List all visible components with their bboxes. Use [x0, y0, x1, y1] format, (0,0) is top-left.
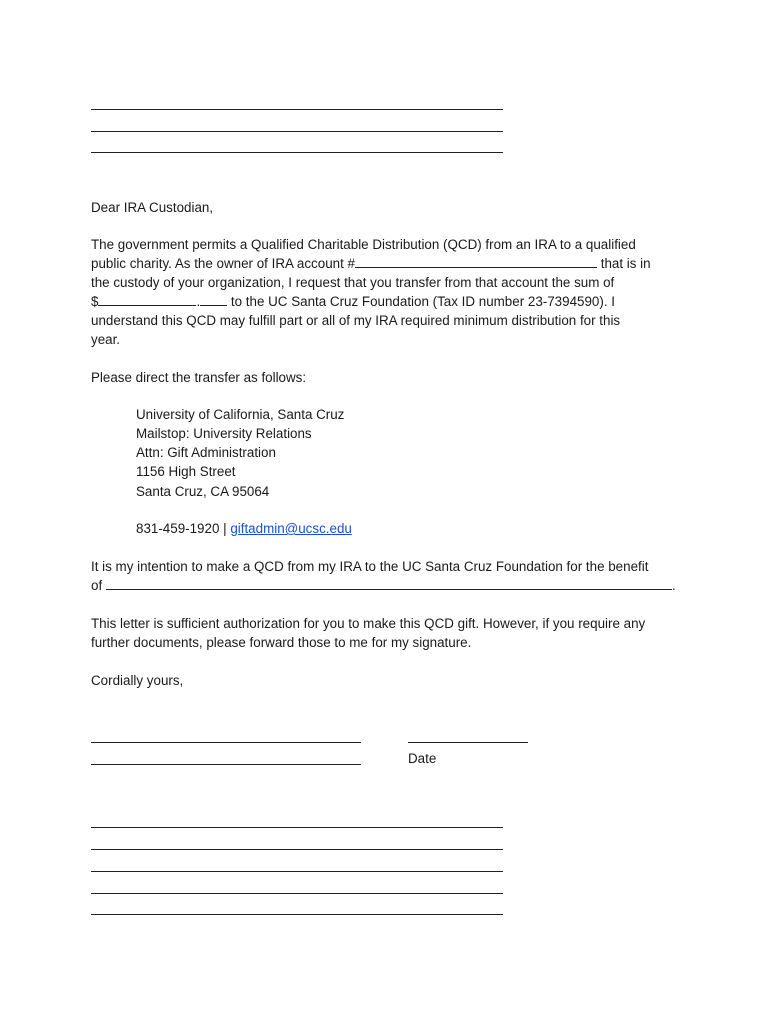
para1-line2	[91, 254, 651, 273]
signature-line-1[interactable]	[91, 742, 361, 743]
dollar-sign: $	[91, 294, 99, 309]
para1-line5: understand this QCD may fulfill part or all of my IRA required minimum distribution for this	[91, 313, 621, 328]
salutation: Dear IRA Custodian,	[91, 200, 214, 215]
date-label: Date	[408, 751, 437, 766]
address-line-2: Mailstop: University Relations	[136, 426, 312, 441]
email-link[interactable]: giftadmin@ucsc.edu	[230, 521, 352, 536]
address-line-3: Attn: Gift Administration	[136, 445, 276, 460]
benefit-of-field[interactable]	[106, 576, 672, 590]
para1-line6: year.	[91, 332, 121, 347]
decimal-point: .	[196, 294, 201, 309]
para1-line4	[91, 292, 615, 311]
direct-transfer-text: Please direct the transfer as follows:	[91, 370, 307, 385]
amount-dollars-field[interactable]	[98, 292, 196, 306]
authorization-line2: further documents, please forward those to me for my signature.	[91, 635, 472, 650]
header-address-line-3[interactable]	[91, 152, 503, 153]
footer-line-1[interactable]	[91, 827, 503, 828]
intention-period: .	[671, 578, 676, 593]
amount-cents-field[interactable]	[200, 292, 227, 306]
intention-of: of	[91, 578, 106, 593]
para1-line2-text: public charity. As the owner of IRA account #	[91, 256, 355, 271]
para1-line1: The government permits a Qualified Charitable Distribution (QCD) from an IRA to a qualified	[91, 237, 636, 252]
footer-line-5[interactable]	[91, 914, 503, 915]
ira-account-number-field[interactable]	[355, 254, 597, 268]
closing: Cordially yours,	[91, 673, 184, 688]
para1-line4-tail: to the UC Santa Cruz Foundation (Tax ID number 23-7394590). I	[227, 294, 615, 309]
date-line[interactable]	[408, 742, 528, 743]
address-line-5: Santa Cruz, CA 95064	[136, 484, 270, 499]
authorization-line1: This letter is sufficient authorization for you to make this QCD gift. However, if you require any	[91, 616, 646, 631]
contact-line	[136, 519, 352, 538]
footer-line-2[interactable]	[91, 849, 503, 850]
header-address-line-2[interactable]	[91, 131, 503, 132]
intention-line1: It is my intention to make a QCD from my IRA to the UC Santa Cruz Foundation for the benefit	[91, 559, 649, 574]
phone-number: 831-459-1920 |	[136, 521, 231, 536]
header-address-line-1[interactable]	[91, 109, 503, 110]
footer-line-4[interactable]	[91, 893, 503, 894]
footer-line-3[interactable]	[91, 871, 503, 872]
intention-line2	[91, 576, 676, 595]
address-line-1: University of California, Santa Cruz	[136, 407, 345, 422]
signature-line-2[interactable]	[91, 764, 361, 765]
para1-line2-tail: that is in	[597, 256, 651, 271]
para1-line3: the custody of your organization, I request that you transfer from that account the sum of	[91, 275, 615, 290]
address-line-4: 1156 High Street	[136, 464, 236, 479]
